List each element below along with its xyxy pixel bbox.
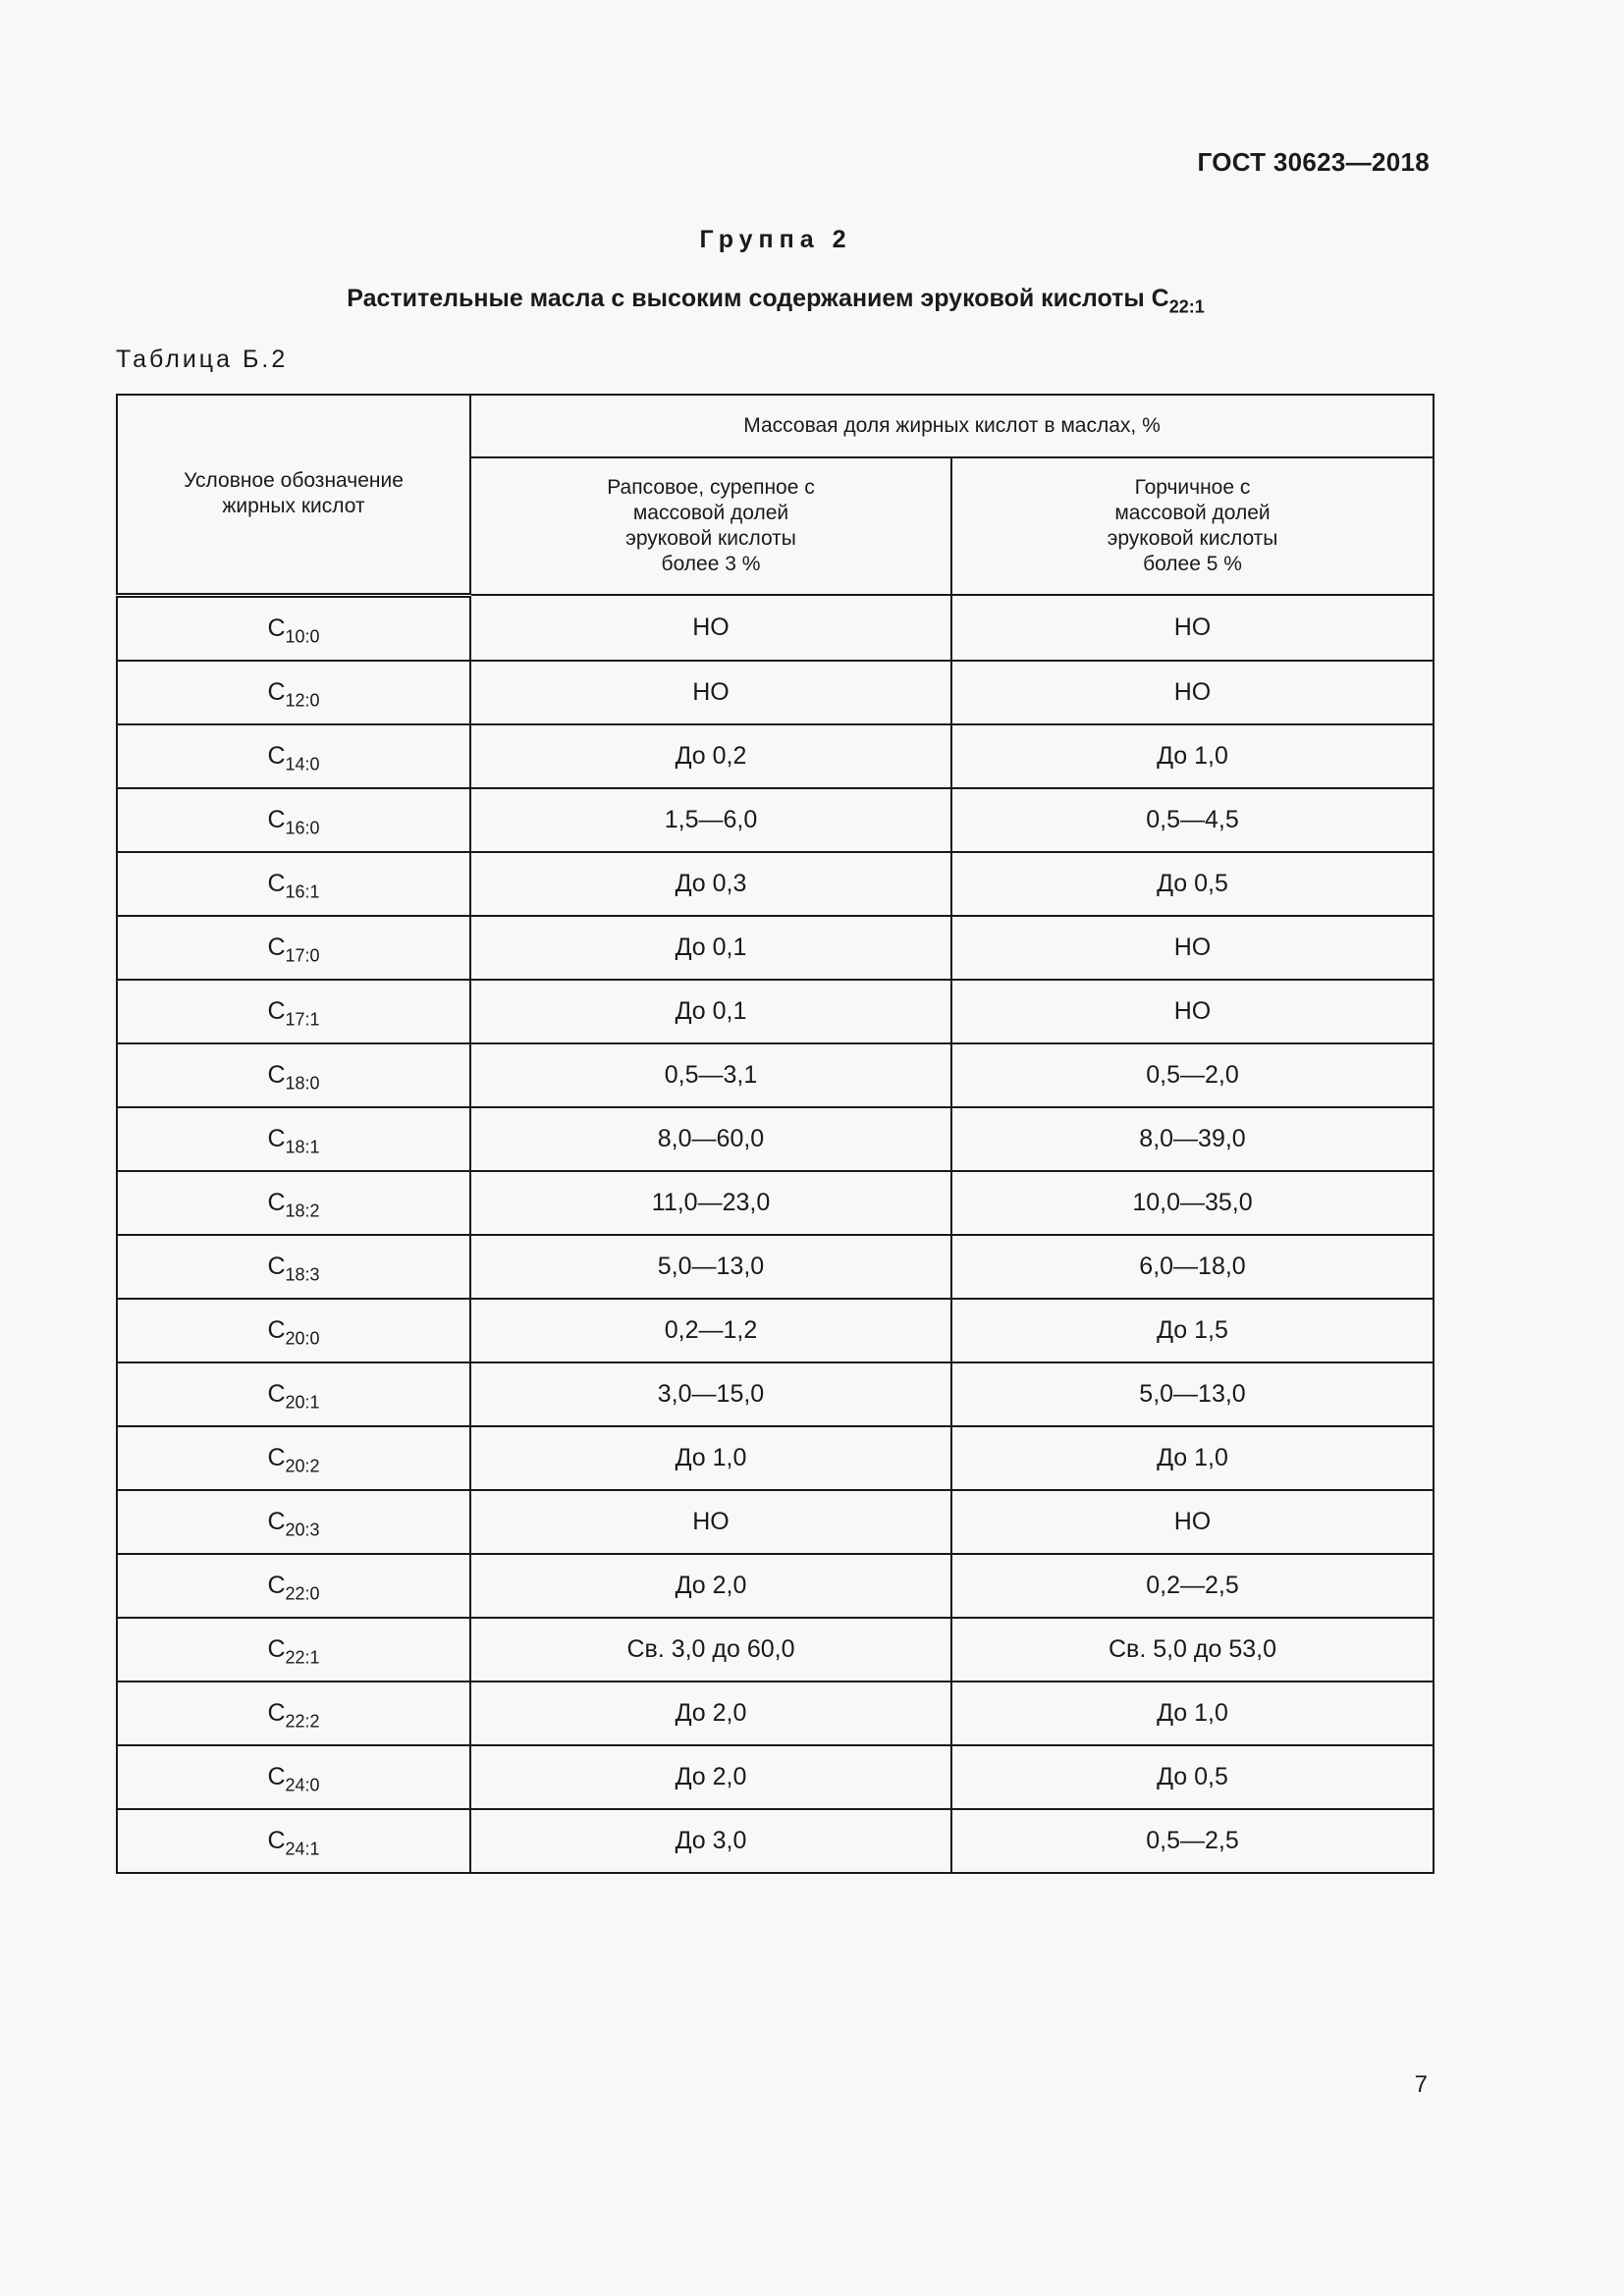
rapeseed-value-cell: 3,0—15,0 [470, 1362, 951, 1426]
acid-symbol: C [267, 1507, 286, 1535]
mustard-value-cell: До 1,0 [951, 1682, 1434, 1745]
rapeseed-value-cell: НО [470, 661, 951, 724]
mustard-value-cell: До 0,5 [951, 1745, 1434, 1809]
acid-subscript: 22:1 [285, 1646, 320, 1667]
acid-designation-cell [117, 661, 470, 724]
table-row [117, 1554, 1434, 1618]
acid-symbol: C [267, 869, 286, 897]
mustard-value-cell: До 1,0 [951, 724, 1434, 788]
acid-symbol: C [267, 1443, 286, 1471]
mustard-value-cell: 5,0—13,0 [951, 1362, 1434, 1426]
acid-designation-cell [117, 980, 470, 1043]
mustard-value-cell: НО [951, 980, 1434, 1043]
rapeseed-value-cell: До 0,1 [470, 980, 951, 1043]
acid-designation-cell [117, 1235, 470, 1299]
mustard-value-cell: 6,0—18,0 [951, 1235, 1434, 1299]
acid-symbol: C [267, 614, 286, 642]
header-mass-fraction [470, 395, 1434, 457]
acid-subscript: 18:3 [285, 1263, 320, 1284]
rapeseed-value-cell: 11,0—23,0 [470, 1171, 951, 1235]
acid-designation-cell [117, 1554, 470, 1618]
acid-subscript: 18:1 [285, 1136, 320, 1156]
acid-symbol: C [267, 805, 286, 833]
rapeseed-value-cell: До 0,3 [470, 852, 951, 916]
mustard-value-cell: 0,5—4,5 [951, 788, 1434, 852]
table-row [117, 595, 1434, 661]
rapeseed-value-cell: До 2,0 [470, 1554, 951, 1618]
mustard-value-cell: 0,2—2,5 [951, 1554, 1434, 1618]
acid-designation-cell [117, 852, 470, 916]
acid-designation-cell [117, 1299, 470, 1362]
header-mustard-text: Горчичное с массовой долей эруковой кислоты более 5 % [1107, 476, 1278, 575]
acid-symbol: C [267, 1762, 286, 1790]
header-designation-text: Условное обозначение жирных кислот [184, 469, 404, 518]
mustard-value-cell: 0,5—2,0 [951, 1043, 1434, 1107]
mustard-value-cell: До 1,5 [951, 1299, 1434, 1362]
acid-designation-cell [117, 1107, 470, 1171]
rapeseed-value-cell: До 2,0 [470, 1682, 951, 1745]
document-code: ГОСТ 30623—2018 [1197, 147, 1430, 177]
rapeseed-value-cell: До 0,2 [470, 724, 951, 788]
mustard-value-cell: НО [951, 1490, 1434, 1554]
header-rapeseed-text: Рапсовое, сурепное с массовой долей эруковой кислоты более 3 % [607, 476, 815, 575]
group-subtitle-text: Растительные масла с высоким содержанием эруковой кислоты C [347, 285, 1169, 312]
acid-designation-cell [117, 724, 470, 788]
acid-designation-cell [117, 1426, 470, 1490]
acid-subscript: 10:0 [285, 625, 320, 646]
group-title: Группа 2 [699, 226, 852, 253]
acid-subscript: 22:0 [285, 1582, 320, 1603]
fatty-acid-table [116, 394, 1435, 1874]
table-row [117, 1171, 1434, 1235]
acid-subscript: 14:0 [285, 753, 320, 774]
rapeseed-value-cell: Св. 3,0 до 60,0 [470, 1618, 951, 1682]
mustard-value-cell: НО [951, 916, 1434, 980]
rapeseed-value-cell: До 2,0 [470, 1745, 951, 1809]
table-row [117, 1618, 1434, 1682]
acid-symbol: C [267, 1571, 286, 1599]
acid-symbol: C [267, 1188, 286, 1216]
header-mass-fraction-text: Массовая доля жирных кислот в маслах, % [743, 414, 1161, 437]
table-row [117, 1682, 1434, 1745]
table-row [117, 1745, 1434, 1809]
acid-subscript: 24:1 [285, 1838, 320, 1858]
acid-subscript: 20:2 [285, 1455, 320, 1475]
acid-subscript: 16:1 [285, 881, 320, 901]
table-row [117, 661, 1434, 724]
acid-symbol: C [267, 1634, 286, 1663]
table-label: Таблица Б.2 [116, 346, 289, 373]
group-subtitle-subscript: 22:1 [1168, 296, 1205, 317]
table-body [117, 395, 1434, 1873]
header-row-1 [117, 395, 1434, 457]
acid-designation-cell [117, 1745, 470, 1809]
header-mustard [951, 457, 1434, 595]
table-row [117, 788, 1434, 852]
header-rapeseed [470, 457, 951, 595]
acid-symbol: C [267, 933, 286, 961]
table-row [117, 916, 1434, 980]
mustard-value-cell: НО [951, 661, 1434, 724]
rapeseed-value-cell: До 0,1 [470, 916, 951, 980]
acid-designation-cell [117, 595, 470, 661]
table-row [117, 724, 1434, 788]
acid-subscript: 17:1 [285, 1008, 320, 1029]
table-row [117, 980, 1434, 1043]
mustard-value-cell: 0,5—2,5 [951, 1809, 1434, 1873]
acid-subscript: 22:2 [285, 1710, 320, 1731]
acid-designation-cell [117, 1809, 470, 1873]
acid-designation-cell [117, 916, 470, 980]
acid-symbol: C [267, 1826, 286, 1854]
acid-symbol: C [267, 1124, 286, 1152]
acid-subscript: 18:2 [285, 1200, 320, 1220]
table-row [117, 1426, 1434, 1490]
rapeseed-value-cell: НО [470, 595, 951, 661]
table-row [117, 1362, 1434, 1426]
acid-symbol: C [267, 741, 286, 770]
table-row [117, 1490, 1434, 1554]
rapeseed-value-cell: 5,0—13,0 [470, 1235, 951, 1299]
page-number: 7 [1414, 2071, 1428, 2098]
table-row [117, 1809, 1434, 1873]
mustard-value-cell: 10,0—35,0 [951, 1171, 1434, 1235]
acid-symbol: C [267, 1315, 286, 1344]
acid-designation-cell [117, 1618, 470, 1682]
acid-subscript: 17:0 [285, 944, 320, 965]
acid-symbol: C [267, 1379, 286, 1408]
mustard-value-cell: 8,0—39,0 [951, 1107, 1434, 1171]
rapeseed-value-cell: 0,5—3,1 [470, 1043, 951, 1107]
mustard-value-cell: НО [951, 595, 1434, 661]
mustard-value-cell: До 1,0 [951, 1426, 1434, 1490]
acid-designation-cell [117, 1043, 470, 1107]
header-designation [117, 395, 470, 595]
rapeseed-value-cell: 8,0—60,0 [470, 1107, 951, 1171]
rapeseed-value-cell: 1,5—6,0 [470, 788, 951, 852]
acid-designation-cell [117, 788, 470, 852]
table-row [117, 1107, 1434, 1171]
rapeseed-value-cell: НО [470, 1490, 951, 1554]
mustard-value-cell: Св. 5,0 до 53,0 [951, 1618, 1434, 1682]
rapeseed-value-cell: 0,2—1,2 [470, 1299, 951, 1362]
acid-symbol: C [267, 1252, 286, 1280]
acid-symbol: C [267, 996, 286, 1025]
acid-subscript: 20:1 [285, 1391, 320, 1412]
acid-subscript: 20:3 [285, 1519, 320, 1539]
mustard-value-cell: До 0,5 [951, 852, 1434, 916]
acid-subscript: 18:0 [285, 1072, 320, 1093]
acid-designation-cell [117, 1362, 470, 1426]
acid-subscript: 12:0 [285, 689, 320, 710]
acid-subscript: 16:0 [285, 817, 320, 837]
table-row [117, 852, 1434, 916]
group-subtitle [0, 285, 1551, 317]
acid-subscript: 24:0 [285, 1774, 320, 1794]
table-row [117, 1299, 1434, 1362]
acid-subscript: 20:0 [285, 1327, 320, 1348]
acid-designation-cell [117, 1490, 470, 1554]
rapeseed-value-cell: До 1,0 [470, 1426, 951, 1490]
table-row [117, 1043, 1434, 1107]
acid-symbol: C [267, 1060, 286, 1089]
acid-symbol: C [267, 1698, 286, 1727]
rapeseed-value-cell: До 3,0 [470, 1809, 951, 1873]
acid-designation-cell [117, 1171, 470, 1235]
acid-designation-cell [117, 1682, 470, 1745]
acid-symbol: C [267, 677, 286, 706]
table-row [117, 1235, 1434, 1299]
